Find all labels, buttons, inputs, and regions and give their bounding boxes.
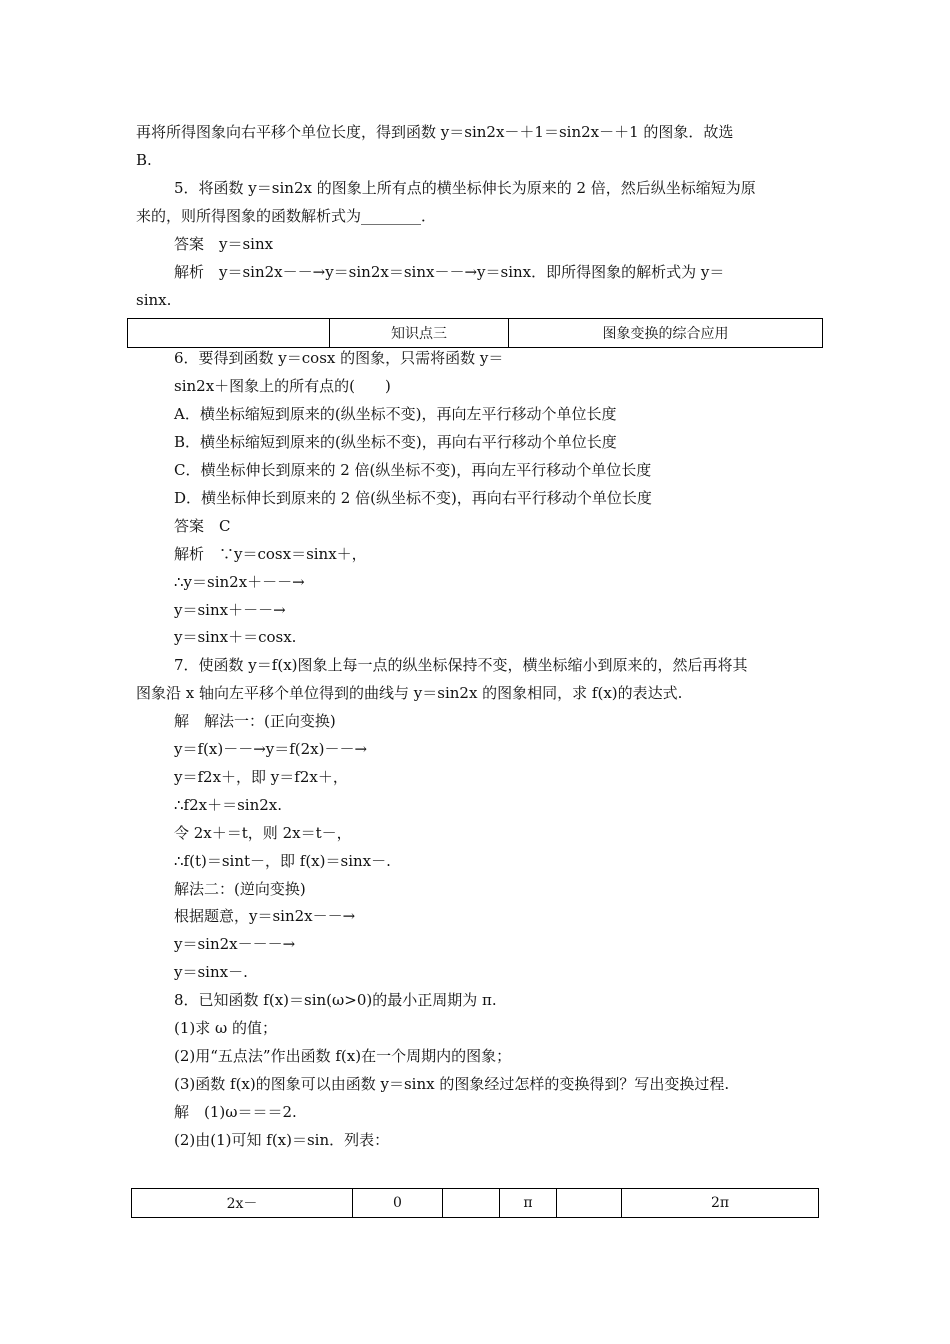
value-cell-4 [557,1189,622,1218]
line-23: y＝f2x＋，即 y＝f2x＋， [174,768,348,786]
kp-cell-label: 知识点三 [330,319,509,348]
knowledge-point-table [127,318,823,348]
line-2: B. [136,151,152,169]
line-34: (3)函数 f(x)的图象可以由函数 y＝sinx 的图象经过怎样的变换得到？写出变换过程. [174,1075,730,1093]
line-35: 解 (1)ω＝＝＝2. [174,1103,297,1121]
line-11: B．横坐标缩短到原来的(纵坐标不变)，再向右平行移动个单位长度 [174,433,617,451]
kp-cell-empty [128,319,330,348]
line-15: 解析 ∵y＝cosx＝sinx＋， [174,545,367,563]
line-1: 再将所得图象向右平移个单位长度，得到函数 y＝sin2x－＋1＝sin2x－＋1 的图象．故选 [136,123,734,141]
line-32: (1)求 ω 的值； [174,1019,278,1037]
line-8: 6．要得到函数 y＝cosx 的图象，只需将函数 y＝ [174,349,504,367]
value-cell-header: 2x－ [132,1189,353,1218]
line-26: ∴f(t)＝sint－，即 f(x)＝sinx－. [174,852,391,870]
line-18: y＝sinx＋＝cosx. [174,628,297,646]
value-cell-3: π [500,1189,557,1218]
line-5: 答案 y＝sinx [174,235,274,253]
line-20: 图象沿 x 轴向左平移个单位得到的曲线与 y＝sin2x 的图象相同，求 f(x)的表达式. [136,684,683,702]
line-31: 8．已知函数 f(x)＝sin(ω>0)的最小正周期为 π. [174,991,497,1009]
line-25: 令 2x＋＝t，则 2x＝t－， [174,824,352,842]
line-36: (2)由(1)可知 f(x)＝sin．列表： [174,1131,390,1149]
line-9: sin2x＋图象上的所有点的( ) [174,377,391,395]
line-27: 解法二：(逆向变换) [174,880,306,898]
line-21: 解 解法一：(正向变换) [174,712,336,730]
line-10: A．横坐标缩短到原来的(纵坐标不变)，再向左平行移动个单位长度 [174,405,617,423]
line-28: 根据题意，y＝sin2x－－→ [174,907,356,925]
value-table [131,1188,819,1218]
line-30: y＝sinx－. [174,963,248,981]
line-14: 答案 C [174,517,231,535]
value-cell-2 [443,1189,500,1218]
line-13: D．横坐标伸长到原来的 2 倍(纵坐标不变)，再向右平行移动个单位长度 [174,489,652,507]
line-4: 来的，则所得图象的函数解析式为________． [136,207,437,225]
line-6: 解析 y＝sin2x－－→y＝sin2x＝sinx－－→y＝sinx．即所得图象的解析式为 y＝ [174,263,725,281]
line-22: y＝f(x)－－→y＝f(2x)－－→ [174,740,368,758]
line-16: ∴y＝sin2x＋－－→ [174,573,305,591]
line-7: sinx. [136,291,172,309]
line-24: ∴f2x＋＝sin2x. [174,796,283,814]
value-cell-5: 2π [622,1189,819,1218]
line-19: 7．使函数 y＝f(x)图象上每一点的纵坐标保持不变，横坐标缩小到原来的，然后再将其 [174,656,748,674]
line-29: y＝sin2x－－－→ [174,935,296,953]
line-17: y＝sinx＋－－→ [174,601,286,619]
line-33: (2)用“五点法”作出函数 f(x)在一个周期内的图象； [174,1047,512,1065]
value-cell-1: 0 [353,1189,443,1218]
kp-cell-title: 图象变换的综合应用 [509,319,823,348]
line-12: C．横坐标伸长到原来的 2 倍(纵坐标不变)，再向左平行移动个单位长度 [174,461,652,479]
line-3: 5．将函数 y＝sin2x 的图象上所有点的横坐标伸长为原来的 2 倍，然后纵坐标缩短为原 [174,179,756,197]
